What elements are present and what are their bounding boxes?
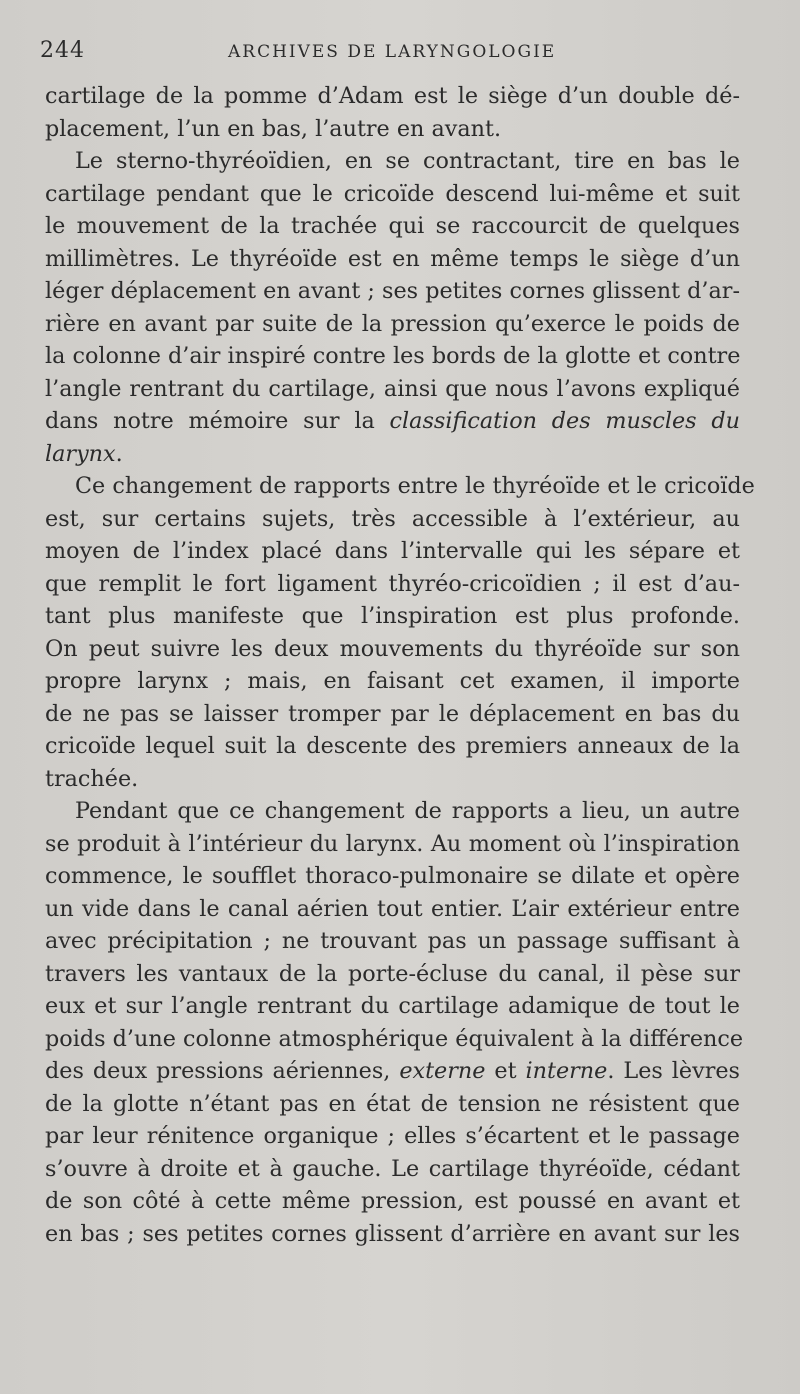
text-line <box>45 665 740 698</box>
text-run: placement, l’un en bas, l’autre en avant. <box>45 115 502 142</box>
text-run: Ce changement de rapports entre le thyréoïde et le cricoïde <box>75 473 755 499</box>
text-run: s’ouvre à droite et à gauche. Le cartilage thyréoïde, cédant <box>45 1155 740 1182</box>
text-run: par leur rénitence organique ; elles s’écartent et le passage <box>45 1123 740 1149</box>
italic-text: larynx <box>45 440 116 467</box>
text-line <box>45 958 740 991</box>
text-line <box>45 1185 740 1218</box>
text-line <box>45 405 740 438</box>
text-run: millimètres. Le thyréoïde est en même temps le siège d’un <box>45 245 740 272</box>
text-run: que remplit le fort ligament thyréo-cricoïdien ; il est d’au- <box>45 570 740 597</box>
text-line <box>45 373 740 406</box>
text-run: tant plus manifeste que l’inspiration est plus profonde. <box>45 603 740 629</box>
text-line <box>45 178 740 211</box>
text-line <box>45 763 740 796</box>
text-run: en bas ; ses petites cornes glissent d’arrière en avant sur les <box>45 1220 740 1247</box>
text-run: des deux pressions aériennes, <box>45 1058 400 1084</box>
text-line <box>45 1120 740 1153</box>
text-line <box>45 308 740 341</box>
text-line <box>45 340 740 373</box>
text-run: un vide dans le canal aérien tout entier. L’air extérieur entre <box>45 895 740 922</box>
body-text <box>45 80 755 1250</box>
running-head: ARCHIVES DE LARYNGOLOGIE <box>228 42 557 62</box>
text-line <box>45 1055 740 1088</box>
text-line <box>45 698 740 731</box>
text-line <box>45 795 740 828</box>
text-run: cricoïde lequel suit la descente des premiers anneaux de la <box>45 733 740 759</box>
text-line <box>45 1088 740 1121</box>
text-run: eux et sur l’angle rentrant du cartilage adamique de tout le <box>45 993 740 1019</box>
italic-text: interne <box>525 1058 608 1084</box>
text-line <box>45 438 740 471</box>
text-run: se produit à l’intérieur du larynx. Au moment où l’inspiration <box>45 830 740 857</box>
text-run: léger déplacement en avant ; ses petites cornes glissent d’ar- <box>45 278 740 304</box>
text-run: avec précipitation ; ne trouvant pas un passage suffisant à <box>45 928 740 954</box>
text-run: et <box>485 1058 526 1084</box>
text-line <box>45 145 740 178</box>
text-run: de son côté à cette même pression, est poussé en avant et <box>45 1188 740 1214</box>
text-line <box>45 275 740 308</box>
text-run: le mouvement de la trachée qui se raccourcit de quelques <box>45 213 740 239</box>
text-run: est, sur certains sujets, très accessible à l’extérieur, au <box>45 505 740 532</box>
text-line <box>45 80 740 113</box>
text-line <box>45 1153 740 1186</box>
text-line <box>45 600 740 633</box>
text-line <box>45 893 740 926</box>
text-run: moyen de l’index placé dans l’intervalle qui les sépare et <box>45 538 740 564</box>
text-run: trachée. <box>45 765 139 792</box>
page-header <box>40 38 740 70</box>
text-line <box>45 1218 740 1251</box>
text-run: . Les lèvres <box>607 1058 740 1084</box>
text-run: l’angle rentrant du cartilage, ainsi que nous l’avons expliqué <box>45 375 740 402</box>
text-run: poids d’une colonne atmosphérique équivalent à la différence <box>45 1025 744 1052</box>
text-line <box>45 990 740 1023</box>
text-run: de la glotte n’étant pas en état de tension ne résistent que <box>45 1090 740 1117</box>
text-line <box>45 730 740 763</box>
text-run: travers les vantaux de la porte-écluse du canal, il pèse sur <box>45 960 740 987</box>
italic-text: externe <box>399 1058 486 1084</box>
text-line <box>45 828 740 861</box>
text-line <box>45 925 740 958</box>
text-line <box>45 1023 744 1056</box>
text-line <box>45 860 740 893</box>
text-line <box>45 113 740 146</box>
text-run: . <box>115 440 123 467</box>
text-line <box>45 633 740 666</box>
text-line <box>45 568 740 601</box>
page-number: 244 <box>40 38 85 63</box>
text-line <box>45 503 740 536</box>
text-run: cartilage pendant que le cricoïde descend lui-même et suit <box>45 180 740 207</box>
text-run: de ne pas se laisser tromper par le déplacement en bas du <box>45 700 740 727</box>
italic-text: classification des muscles du <box>389 408 740 434</box>
text-run: cartilage de la pomme d’Adam est le siège d’un double dé- <box>45 83 740 109</box>
text-run: Pendant que ce changement de rapports a lieu, un autre <box>75 798 740 824</box>
text-line <box>45 470 755 503</box>
text-run: commence, le soufflet thoraco-pulmonaire se dilate et opère <box>45 863 740 889</box>
text-line <box>45 535 740 568</box>
text-run: propre larynx ; mais, en faisant cet examen, il importe <box>45 668 740 694</box>
text-run: Le sterno-thyréoïdien, en se contractant, tire en bas le <box>75 148 740 174</box>
text-run: On peut suivre les deux mouvements du thyréoïde sur son <box>45 635 740 662</box>
text-line <box>45 210 740 243</box>
text-line <box>45 243 740 276</box>
text-run: dans notre mémoire sur la <box>45 408 390 434</box>
text-run: la colonne d’air inspiré contre les bords de la glotte et contre <box>45 343 741 369</box>
text-run: rière en avant par suite de la pression qu’exerce le poids de <box>45 310 740 337</box>
